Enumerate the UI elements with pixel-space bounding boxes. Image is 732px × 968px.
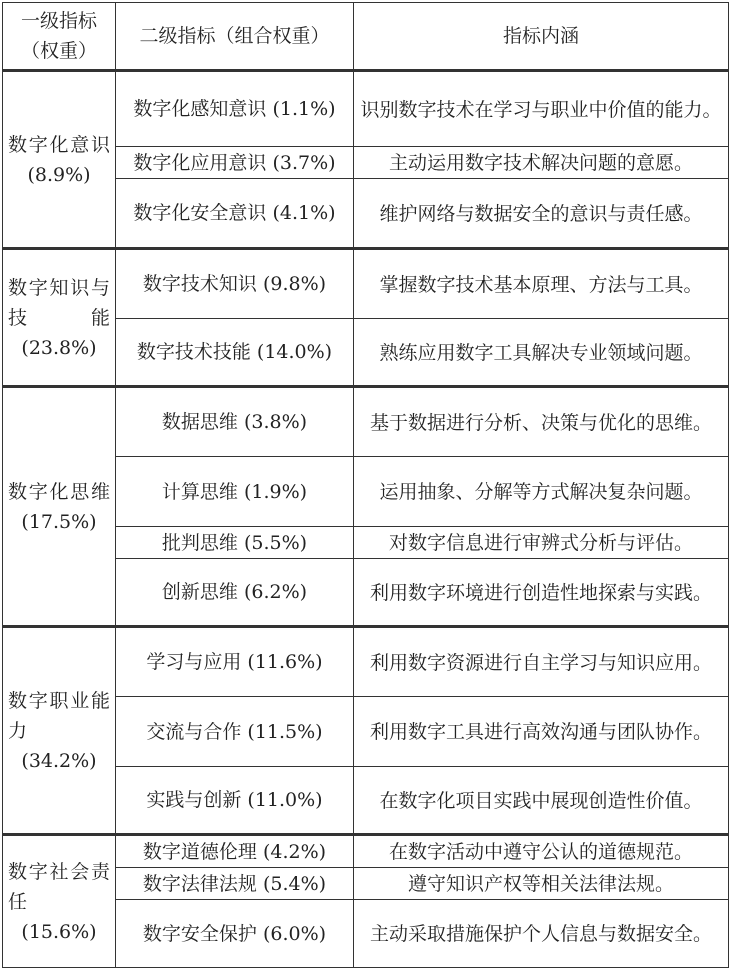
level1-cell: [3, 387, 116, 627]
indicator-table: [2, 2, 729, 968]
level1-cell: [3, 249, 116, 387]
level1-name: 数字知识与技能: [8, 276, 110, 329]
level2-cell: 数字安全保护 (6.0%): [116, 900, 354, 968]
level2-cell: 数字技术知识 (9.8%): [116, 249, 354, 319]
content-cell: 在数字活动中遵守公认的道德规范。: [354, 835, 729, 868]
content-cell: 利用数字环境进行创造性地探索与实践。: [354, 559, 729, 627]
level2-cell: 数字化感知意识 (1.1%): [116, 71, 354, 147]
table-row: [3, 835, 729, 868]
level1-weight: (8.9%): [27, 163, 91, 186]
content-cell: 掌握数字技术基本原理、方法与工具。: [354, 249, 729, 319]
level2-cell: 学习与应用 (11.6%): [116, 627, 354, 697]
table-row: [3, 387, 729, 457]
level2-cell: 数字化安全意识 (4.1%): [116, 179, 354, 249]
level2-cell: 创新思维 (6.2%): [116, 559, 354, 627]
level1-name: 数字化思维: [8, 480, 110, 503]
table-row: [3, 249, 729, 319]
level2-cell: 交流与合作 (11.5%): [116, 697, 354, 767]
content-cell: 利用数字资源进行自主学习与知识应用。: [354, 627, 729, 697]
content-cell: 维护网络与数据安全的意识与责任感。: [354, 179, 729, 249]
level1-name: 数字职业能力: [8, 689, 110, 742]
table-body: [3, 3, 729, 968]
content-cell: 识别数字技术在学习与职业中价值的能力。: [354, 71, 729, 147]
level1-cell: [3, 835, 116, 968]
table-row: [3, 71, 729, 147]
level1-name: 数字社会责任: [8, 860, 110, 913]
content-cell: 在数字化项目实践中展现创造性价值。: [354, 767, 729, 835]
content-cell: 利用数字工具进行高效沟通与团队协作。: [354, 697, 729, 767]
level2-cell: 数字法律法规 (5.4%): [116, 868, 354, 900]
content-cell: 主动采取措施保护个人信息与数据安全。: [354, 900, 729, 968]
content-cell: 熟练应用数字工具解决专业领域问题。: [354, 319, 729, 387]
header-row: [3, 3, 729, 71]
level1-cell: [3, 627, 116, 835]
level2-cell: 计算思维 (1.9%): [116, 457, 354, 527]
header-level2: 二级指标（组合权重）: [116, 3, 354, 71]
level1-weight: (23.8%): [21, 336, 97, 359]
content-cell: 运用抽象、分解等方式解决复杂问题。: [354, 457, 729, 527]
level2-cell: 实践与创新 (11.0%): [116, 767, 354, 835]
level1-name: 数字化意识: [8, 133, 110, 156]
level2-cell: 数字道德伦理 (4.2%): [116, 835, 354, 868]
header-content: 指标内涵: [354, 3, 729, 71]
table-row: [3, 627, 729, 697]
content-cell: 主动运用数字技术解决问题的意愿。: [354, 147, 729, 179]
level2-cell: 数字技术技能 (14.0%): [116, 319, 354, 387]
level1-weight: (15.6%): [21, 920, 97, 943]
content-cell: 对数字信息进行审辨式分析与评估。: [354, 527, 729, 559]
level2-cell: 批判思维 (5.5%): [116, 527, 354, 559]
level1-weight: (34.2%): [21, 749, 97, 772]
content-cell: 遵守知识产权等相关法律法规。: [354, 868, 729, 900]
header-level1: 一级指标（权重）: [3, 3, 116, 71]
content-cell: 基于数据进行分析、决策与优化的思维。: [354, 387, 729, 457]
level2-cell: 数字化应用意识 (3.7%): [116, 147, 354, 179]
level1-cell: [3, 71, 116, 249]
level1-weight: (17.5%): [21, 510, 97, 533]
level2-cell: 数据思维 (3.8%): [116, 387, 354, 457]
